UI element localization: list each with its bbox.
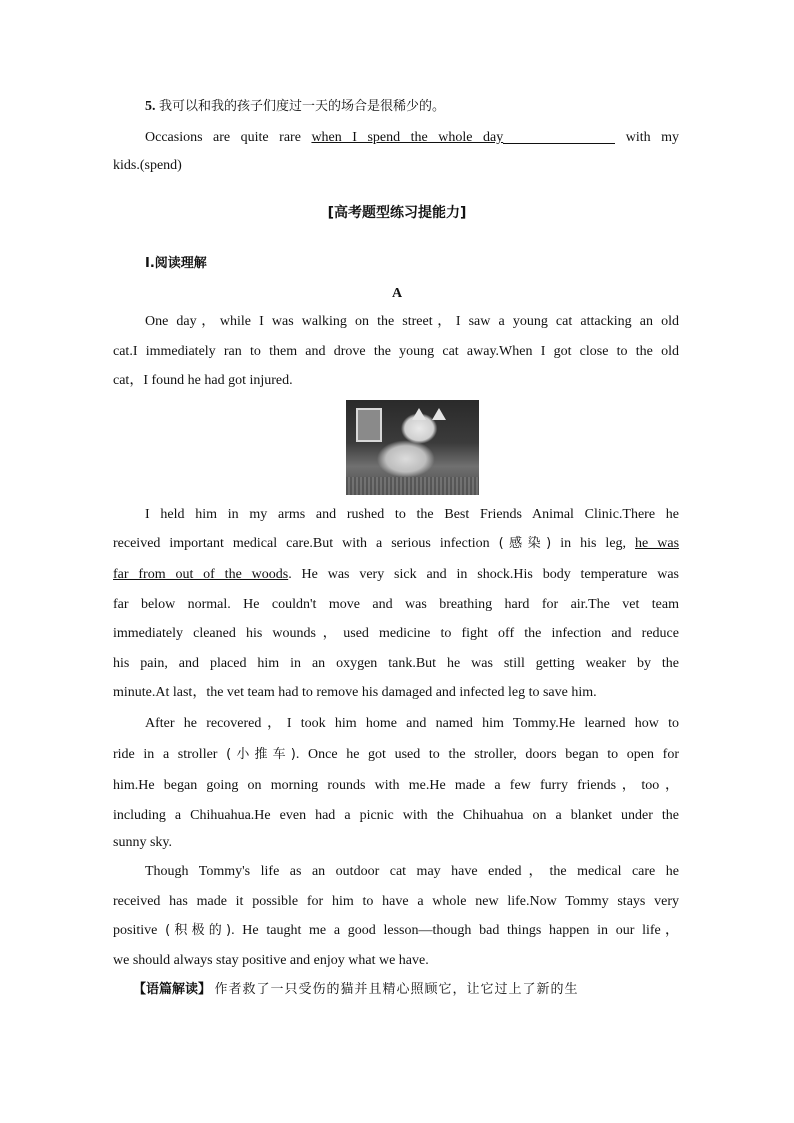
para3-line3: him.He began going on morning rounds with me.He made a few furry friends，too， bbox=[113, 778, 679, 793]
para3-line4: including a Chihuahua.He even had a picnic with the Chihuahua on a blanket under the bbox=[113, 808, 679, 823]
para2-gloss: (感染) bbox=[498, 536, 552, 551]
para2-underlined: he was bbox=[635, 536, 680, 551]
para3-gloss: (小推车) bbox=[226, 747, 296, 762]
analysis-text: 作者救了一只受伤的猫并且精心照顾它，让它过上了新的生 bbox=[214, 982, 579, 997]
para4-line3 bbox=[113, 921, 679, 941]
para1-line3: cat，I found he had got injured. bbox=[113, 373, 293, 388]
para4-line4: we should always stay positive and enjoy what we have. bbox=[113, 953, 429, 968]
question-5-hint: kids.(spend) bbox=[113, 158, 182, 173]
question-prefix: Occasions are quite rare bbox=[145, 130, 301, 145]
para2-line1: I held him in my arms and rushed to the Best Friends Animal Clinic.There he bbox=[145, 507, 679, 522]
para3-text: ride in a stroller bbox=[113, 747, 218, 762]
para4-text: positive bbox=[113, 923, 158, 938]
para3-line1: After he recovered，I took him home and named him Tommy.He learned how to bbox=[145, 716, 679, 731]
para4-text-b: . He taught me a good lesson—though bad things happen in our life， bbox=[231, 923, 679, 938]
para2-line5: immediately cleaned his wounds，used medicine to fight off the infection and reduce bbox=[113, 626, 679, 641]
para4-line2: received has made it possible for him to have a whole new life.Now Tommy stays very bbox=[113, 894, 679, 909]
section-title: [高考题型练习提能力] bbox=[327, 205, 467, 221]
para1-line2: cat.I immediately ran to them and drove the young cat away.When I got close to the old bbox=[113, 344, 679, 359]
para2-text-c: . He was very sick and in shock.His body temperature was bbox=[288, 567, 680, 582]
para1-line1: One day，while I was walking on the street，I saw a young cat attacking an old bbox=[145, 314, 679, 329]
kitten-photo bbox=[346, 400, 479, 495]
grass-shape bbox=[346, 477, 479, 495]
question-suffix: with my bbox=[625, 130, 680, 145]
para3-line5: sunny sky. bbox=[113, 835, 172, 850]
part-label: Ⅰ.阅读理解 bbox=[145, 256, 207, 271]
question-answer: when I spend the whole day bbox=[311, 130, 504, 145]
para2-line4: far below normal. He couldn't move and was breathing hard for air.The vet team bbox=[113, 597, 679, 612]
window-shape bbox=[356, 408, 382, 442]
para3-text-b: . Once he got used to the stroller, doors began to open for bbox=[295, 747, 679, 762]
question-number: 5. bbox=[145, 99, 156, 114]
para2-text-b: in his leg, bbox=[560, 536, 627, 551]
para2-line3 bbox=[113, 565, 679, 585]
para2-line6: his pain, and placed him in an oxygen tank.But he was still getting weaker by the bbox=[113, 656, 679, 671]
answer-blank bbox=[503, 129, 615, 144]
cat-ear-right bbox=[432, 408, 446, 420]
para4-line1: Though Tommy's life as an outdoor cat may have ended，the medical care he bbox=[145, 864, 679, 879]
para2-underlined-b: far from out of the woods bbox=[113, 567, 289, 582]
question-5-sentence bbox=[145, 128, 679, 148]
para2-line2 bbox=[113, 534, 679, 554]
cat-ear-left bbox=[412, 408, 426, 420]
para4-gloss: (积极的) bbox=[165, 923, 232, 938]
para2-text: received important medical care.But with a serious infection bbox=[113, 536, 490, 551]
para2-line7: minute.At last，the vet team had to remove his damaged and infected leg to save him. bbox=[113, 685, 597, 700]
passage-letter: A bbox=[391, 286, 403, 301]
question-chinese: 我可以和我的孩子们度过一天的场合是很稀少的。 bbox=[159, 99, 446, 114]
analysis-label: 【语篇解读】 bbox=[133, 982, 212, 997]
para3-line2 bbox=[113, 745, 679, 765]
analysis-line bbox=[133, 980, 679, 1000]
question-5-prompt bbox=[145, 97, 679, 117]
